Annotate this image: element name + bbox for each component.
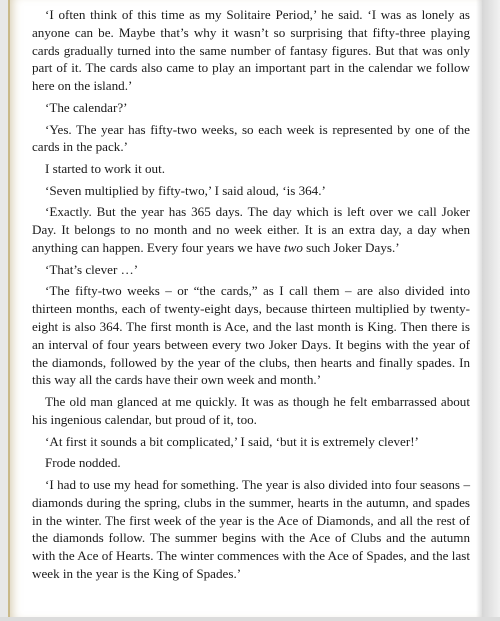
paragraph-2: ‘The calendar?’ <box>45 99 128 115</box>
paragraph-10: ‘At first it sounds a bit complicated,’ I said, ‘but it is extremely clever!’ <box>45 433 419 449</box>
paragraph-8: ‘The fifty-two weeks – or “the cards,” as I call them – are also divided into thirteen months, each of twenty-eight days, because thirteen multiplied by twenty-eight is also 364. The first month is Ace, and the last month is King. Then there is an interval of four years between every two Joker Days. It begins with the year of the diamonds, followed by the year of the clubs, then hearts and finally spades. In this way all the cards have their own week and month.’ <box>32 283 470 388</box>
paragraph-6 <box>32 203 470 256</box>
book-page <box>8 0 482 617</box>
paragraph-12: ‘I had to use my head for something. The year is also divided into four seasons – diamonds during the spring, clubs in the summer, hearts in the autumn, and spades in the winter. The first week of the year is the Ace of Diamonds, and all the rest of the diamonds follow. The summer begins with the Ace of Clubs and the autumn with the Ace of Hearts. The winter commences with the Ace of Spades, and the last week in the year is the King of Spades.’ <box>32 476 470 581</box>
paragraph-4: I started to work it out. <box>45 161 166 177</box>
page-edge-right <box>482 0 500 621</box>
paragraph-6-before: ‘Exactly. But the year has 365 days. The day which is left over we call Joker Day. It belongs to no month and no week either. It is an extra day, a day when anything can happen. Every four years we have <box>32 204 470 256</box>
paragraph-6-after: such Joker Days.’ <box>302 240 400 256</box>
paragraph-1: ‘I often think of this time as my Solitaire Period,’ he said. ‘I was as lonely as anyone can be. Maybe that’s why it wasn’t so surprising that fifty-three playing cards gradually turned into the same number of fantasy figures. But that was only part of it. The cards also came to play an important part in the calendar we follow here on the island.’ <box>32 7 470 94</box>
paragraph-7: ‘That’s clever …’ <box>45 261 139 277</box>
paragraph-9: The old man glanced at me quickly. It was as though he felt embarrassed about his ingenious calendar, but proud of it, too. <box>32 394 470 427</box>
page-edge-bottom <box>0 617 500 621</box>
paragraph-5: ‘Seven multiplied by fifty-two,’ I said aloud, ‘is 364.’ <box>45 182 326 198</box>
paragraph-11: Frode nodded. <box>45 455 121 471</box>
paragraph-6-emphasis: two <box>283 240 303 256</box>
page-text <box>32 6 470 587</box>
paragraph-3: ‘Yes. The year has fifty-two weeks, so each week is represented by one of the cards in the pack.’ <box>32 121 470 155</box>
